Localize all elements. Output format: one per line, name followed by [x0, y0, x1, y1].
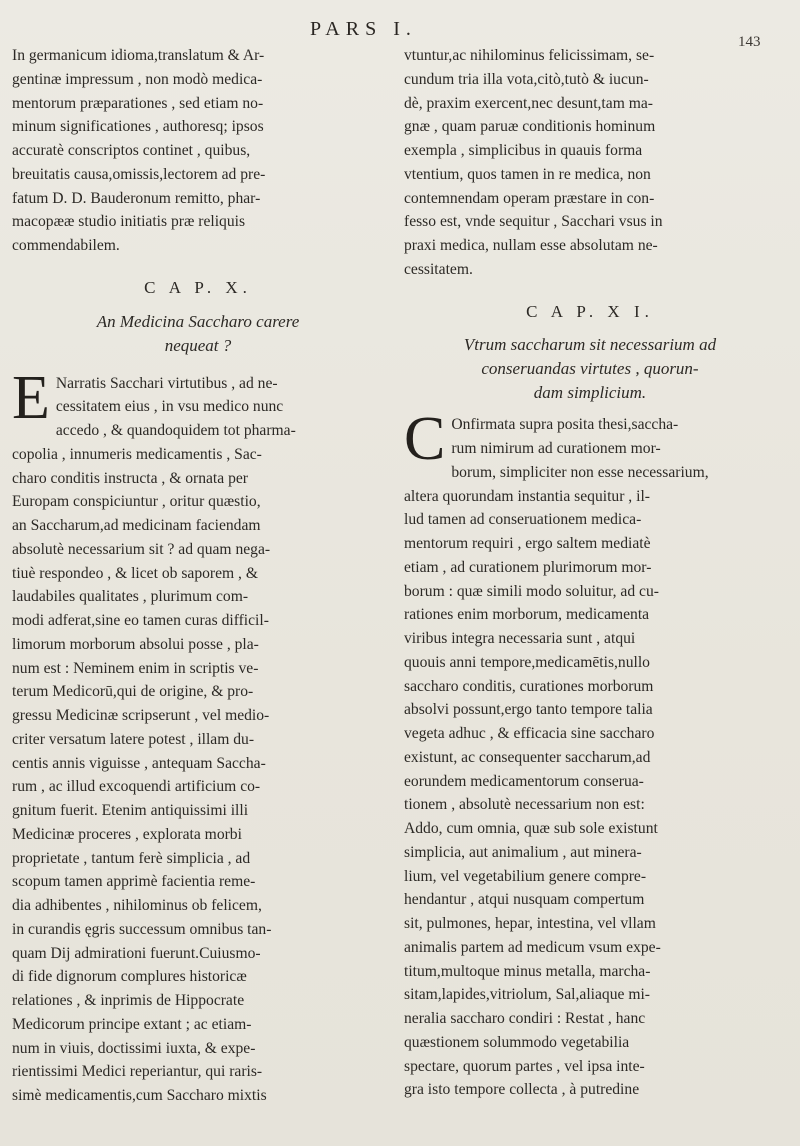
text-line: copolia , innumeris medicamentis , Sac-: [12, 445, 262, 463]
text-line: centis annis viguisse , antequam Saccha-: [12, 754, 266, 772]
text-line: borum : quæ simili modo soluitur, ad cu-: [404, 582, 659, 600]
intro-paragraph: [12, 44, 384, 258]
chapter-title-line: nequeat ?: [164, 335, 232, 355]
chapter-title-line: Vtrum saccharum sit necessarium ad: [463, 335, 717, 355]
text-line: viribus integra necessaria sunt , atqui: [404, 630, 636, 647]
text-line: relationes , & inprimis de Hippocrate: [12, 992, 245, 1009]
text-line: fesso est, vnde sequitur , Sacchari vsus in: [404, 213, 663, 231]
text-line: proprietate , tantum ferè simplicia , ad: [12, 849, 251, 867]
text-line: altera quorundam instantia sequitur , il-: [404, 487, 650, 505]
text-line: gnitum fuerit. Etenim antiquissimi illi: [12, 802, 249, 819]
text-line: gressu Medicinæ scripserunt , vel medio-: [12, 707, 270, 724]
text-line: scopum tamen apprimè facientia reme-: [12, 873, 256, 891]
text-line: fatum D. D. Bauderonum remitto, phar-: [12, 189, 261, 207]
intro-paragraph: [404, 44, 776, 282]
drop-cap-initial: C: [404, 405, 446, 474]
text-line: rientissimi Medici reperiantur, qui raris-: [12, 1063, 263, 1081]
running-title: PARS I.: [310, 18, 417, 40]
text-line: exempla , simplicibus in quauis forma: [404, 142, 643, 159]
text-line: in curandis ęgris successum omnibus tan-: [12, 920, 272, 938]
text-line: dè, praxim exercent,nec desunt,tam ma-: [404, 94, 653, 112]
text-line: praxi medica, nullam esse absolutam ne-: [404, 237, 658, 254]
text-line: limorum morborum absolui posse , pla-: [12, 635, 259, 653]
text-line: quæstionem solummodo vegetabilia: [404, 1033, 630, 1051]
text-line: borum, simpliciter non esse necessarium,: [451, 463, 709, 481]
text-line: existunt, ac consequenter saccharum,ad: [404, 748, 651, 766]
chapter-number: C A P. X.: [144, 277, 252, 297]
text-line: Addo, cum omnia, quæ sub sole existunt: [404, 820, 658, 837]
text-line: num in viuis, doctissimi iuxta, & expe-: [12, 1039, 256, 1057]
text-line: spectare, quorum partes , vel ipsa inte-: [404, 1057, 645, 1075]
chapter-body: [12, 363, 384, 1108]
chapter-title-line: conseruandas virtutes , quorun-: [481, 359, 699, 379]
chapter-body: [404, 405, 776, 1102]
text-line: cundum tria illa vota,citò,tutò & iucun-: [404, 70, 649, 88]
text-line: macopææ studio initiatis præ reliquis: [12, 213, 246, 231]
text-line: num est : Neminem enim in scriptis ve-: [12, 659, 259, 677]
text-line: vtuntur,ac nihilominus felicissimam, se-: [404, 47, 655, 64]
text-line: commendabilem.: [12, 237, 120, 254]
text-line: absolvi possunt,ergo tanto tempore talia: [404, 701, 653, 719]
text-line: rum nimirum ad curationem mor-: [451, 440, 661, 457]
text-line: lium, vel vegetabilium genere compre-: [404, 867, 647, 885]
text-line: eorundem medicamentorum conserua-: [404, 772, 644, 790]
text-line: cessitatem.: [404, 260, 473, 278]
chapter-number: C A P. X I.: [526, 301, 654, 321]
text-line: titum,multoque minus metalla, marcha-: [404, 962, 651, 980]
text-line: simè medicamentis,cum Saccharo mixtis: [12, 1087, 267, 1104]
text-line: gentinæ impressum , non modò medica-: [12, 70, 263, 88]
text-line: breuitatis causa,omissis,lectorem ad pre-: [12, 165, 266, 183]
text-line: simplicia, aut animalium , aut minera-: [404, 843, 642, 861]
text-line: dia adhibentes , nihilominus ob felicem,: [12, 897, 262, 914]
text-line: mentorum requiri , ergo saltem mediatè: [404, 535, 651, 552]
text-line: minum significationes , authoresq; ipsos: [12, 118, 264, 136]
left-column: [12, 44, 384, 1108]
right-column: [404, 44, 776, 1102]
text-line: gnæ , quam paruæ conditionis hominum: [404, 118, 656, 136]
text-line: mentorum præparationes , sed etiam no-: [12, 94, 264, 112]
text-line: animalis partem ad medicum vsum expe-: [404, 938, 661, 956]
text-line: accedo , & quandoquidem tot pharma-: [55, 422, 296, 439]
text-line: hendantur , atqui nusquam compertum: [404, 891, 645, 909]
text-line: etiam , ad curationem plurimorum mor-: [404, 558, 652, 576]
text-line: Europam conspiciuntur , oritur quæstio,: [12, 493, 261, 511]
text-line: quam Dij admirationi fuerunt.Cuiusmo-: [12, 944, 261, 962]
text-line: charo conditis instructa , & ornata per: [12, 469, 248, 487]
text-line: Medicorum principe extant ; ac etiam-: [12, 1015, 252, 1033]
chapter-title: [404, 333, 776, 405]
text-line: lud tamen ad conseruationem medica-: [404, 511, 642, 529]
text-line: di fide dignorum complures historicæ: [12, 968, 247, 986]
chapter-title: [12, 310, 384, 358]
text-line: Narratis Sacchari virtutibus , ad ne-: [55, 374, 278, 392]
page-number: 143: [738, 34, 761, 50]
text-line: an Saccharum,ad medicinam faciendam: [12, 517, 261, 534]
chapter-title-line: An Medicina Saccharo carere: [96, 311, 300, 331]
text-line: tiuè respondeo , & licet ob saporem , &: [12, 564, 258, 582]
chapter-title-line: dam simplicium.: [533, 383, 647, 403]
text-line: contemnendam operam præstare in con-: [404, 189, 655, 207]
text-line: In germanicum idioma,translatum & Ar-: [12, 47, 265, 64]
text-line: laudabiles qualitates , plurimum com-: [12, 588, 249, 606]
text-line: rum , ac illud excoquendi artificium co-: [12, 778, 261, 796]
text-line: saccharo conditis, curationes morborum: [404, 677, 654, 695]
text-line: gra isto tempore collecta , à putredine: [404, 1081, 640, 1099]
text-line: criter versatum latere potest , illam du-: [12, 730, 255, 748]
text-line: vtentium, quos tamen in re medica, non: [404, 165, 651, 183]
text-line: terum Medicorū,qui de origine, & pro-: [12, 683, 254, 701]
text-line: tionem , absolutè necessarium non est:: [404, 796, 645, 814]
text-line: cessitatem eius , in vsu medico nunc: [55, 398, 284, 416]
text-line: vegeta adhuc , & efficacia sine saccharo: [404, 725, 655, 742]
text-line: neralia saccharo condiri : Restat , hanc: [404, 1010, 646, 1027]
text-line: quouis anni tempore,medicamētis,nullo: [404, 653, 650, 671]
text-line: absolutè necessarium sit ? ad quam nega-: [12, 540, 271, 558]
drop-cap-initial: E: [12, 363, 50, 432]
text-line: rationes enim morborum, medicamenta: [404, 606, 650, 624]
text-line: modi adferat,sine eo tamen curas difficil-: [12, 612, 269, 629]
text-line: sitam,lapides,vitriolum, Sal,aliaque mi-: [404, 986, 650, 1004]
text-line: sit, pulmones, hepar, intestina, vel vllam: [404, 915, 656, 932]
text-line: accuratè conscriptos continet , quibus,: [12, 142, 251, 159]
text-line: Onfirmata supra posita thesi,saccha-: [451, 416, 679, 434]
text-line: Medicinæ proceres , explorata morbi: [12, 825, 242, 843]
